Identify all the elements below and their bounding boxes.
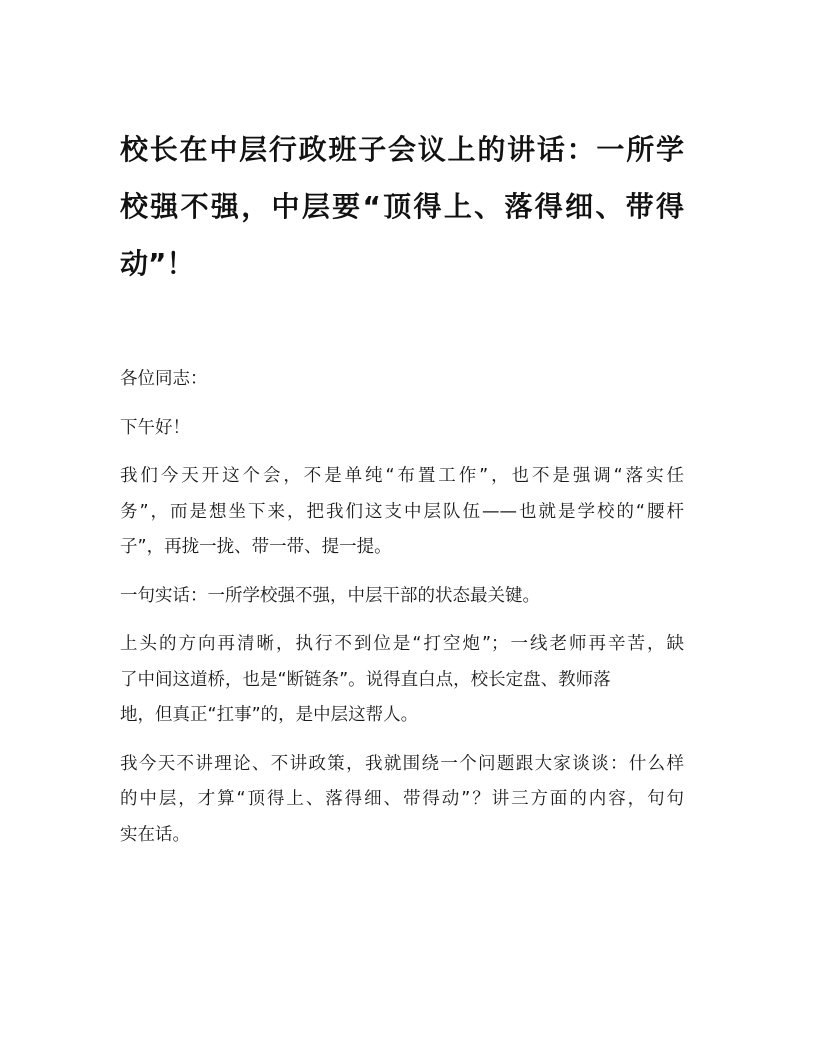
paragraph-line: 务”，而是想坐下来，把我们这支中层队伍——也就是学校的“腰杆 [120,501,684,522]
salutation-paragraph [120,363,684,399]
body-paragraph [120,460,684,567]
paragraph-line: 上头的方向再清晰，执行不到位是“打空炮”；一线老师再辛苦，缺 [120,634,684,654]
document-title [120,128,684,299]
paragraph-line: 一句实话：一所学校强不强，中层干部的状态最关键。 [120,585,540,606]
document-page [120,128,684,867]
paragraph-line: 各位同志： [120,369,208,389]
paragraph-line: 下午好！ [120,417,190,438]
body-paragraph [120,628,684,735]
title-line: 动”！ [120,247,195,280]
paragraph-line: 子”，再拢一拢、带一带、提一提。 [120,537,392,557]
title-line: 校长在中层行政班子会议上的讲话：一所学 [120,133,684,166]
paragraph-line: 了中间这道桥，也是“断链条”。说得直白点，校长定盘、教师落 [120,669,611,690]
body-paragraph [120,748,684,855]
paragraph-line: 我们今天开这个会，不是单纯“布置工作”，也不是强调“落实任 [120,466,684,486]
paragraph-line: 实在话。 [120,824,190,845]
greeting-paragraph [120,412,684,448]
title-line: 校强不强，中层要“顶得上、落得细、带得 [120,190,684,223]
paragraph-line: 我今天不讲理论、不讲政策，我就围绕一个问题跟大家谈谈：什么样 [120,753,684,774]
paragraph-line: 地，但真正“扛事”的，是中层这帮人。 [120,705,419,725]
paragraph-line: 的中层，才算“顶得上、落得细、带得动”？讲三方面的内容，句句 [120,789,684,809]
body-paragraph [120,580,684,616]
